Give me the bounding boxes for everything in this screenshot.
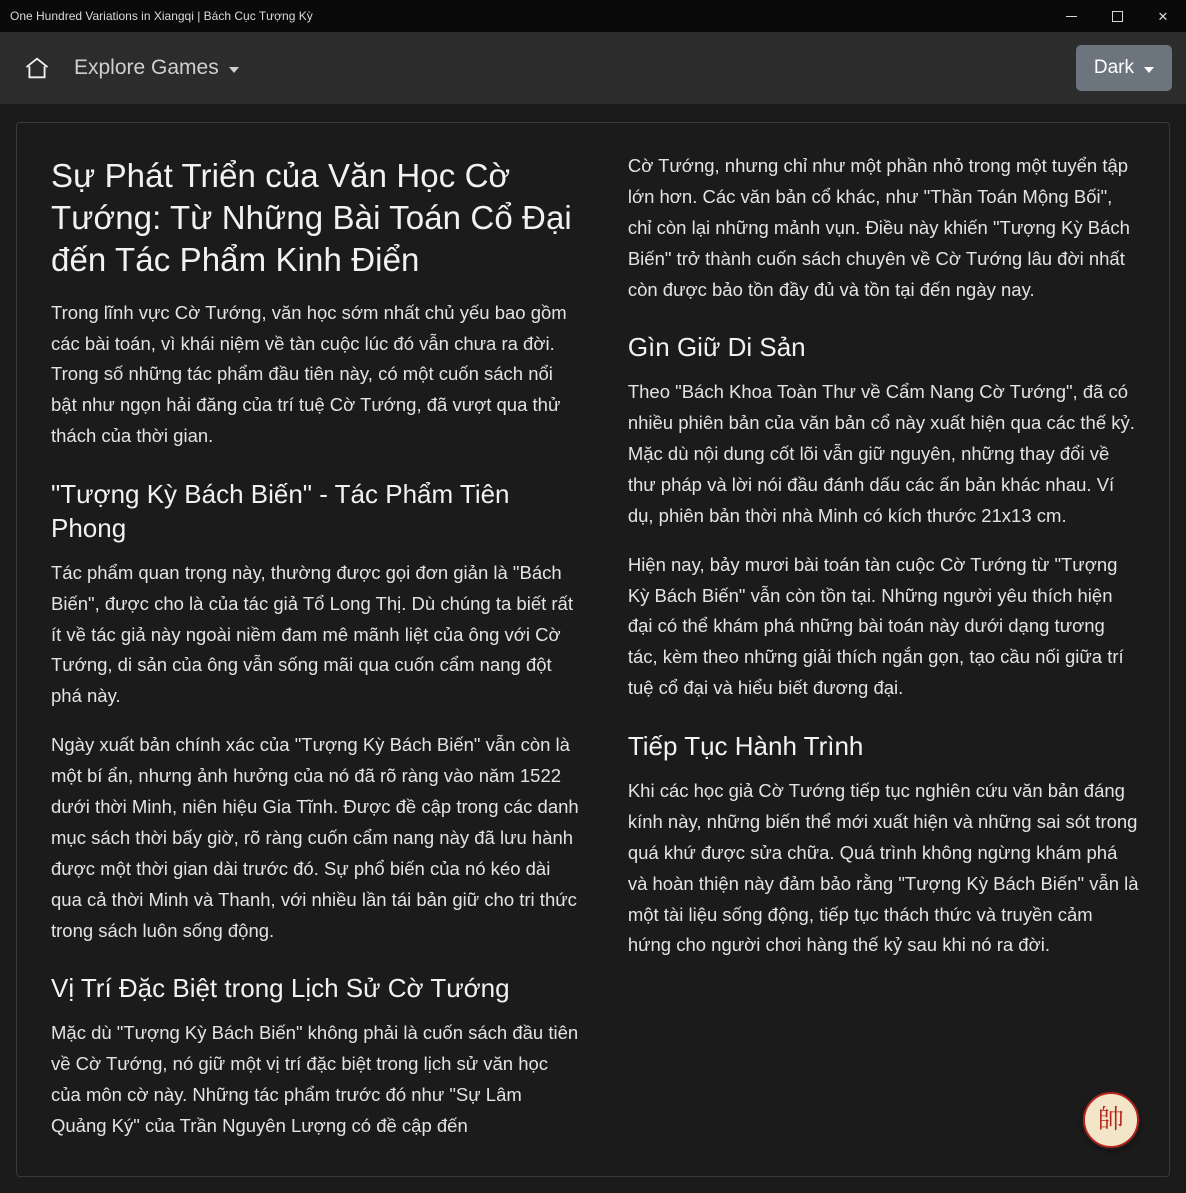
article-card (16, 122, 1170, 1177)
article-column-right (628, 145, 1139, 1176)
intro-paragraph: Trong lĩnh vực Cờ Tướng, văn học sớm nhất chủ yếu bao gồm các bài toán, vì khái niệm về tàn cuộc lúc đó vẫn chưa ra đời. Trong số những tác phẩm đầu tiên này, có một cuốn sách nổi bật như ngọn hải đăng của trí tuệ Cờ Tướng, đã vượt qua thử thách của thời gian. (51, 301, 567, 447)
continuation-paragraph: Cờ Tướng, nhưng chỉ như một phần nhỏ trong một tuyển tập lớn hơn. Các văn bản cổ khác, như "Thần Toán Mộng Bối", chỉ còn lại những mảnh vụn. Điều này khiến "Tượng Kỳ Bách Biến" trở thành cuốn sách chuyên về Cờ Tướng lâu đời nhất còn được bảo tồn đầy đủ và tồn tại đến ngày nay. (627, 155, 1130, 300)
section-paragraph: Tác phẩm quan trọng này, thường được gọi đơn giản là "Bách Biến", được cho là của tác giả Tổ Long Thị. Dù chúng ta biết rất ít về tác giả này ngoài niềm đam mê mãnh liệt của ông với Cờ Tướng, di sản của ông vẫn sống mãi qua cuốn cẩm nang đột phá này. (51, 561, 573, 707)
article-column-left (51, 145, 582, 1176)
close-icon: ✕ (1157, 8, 1169, 24)
explore-games-label: Explore Games (74, 56, 219, 79)
maximize-icon (1112, 11, 1123, 22)
explore-games-menu[interactable] (74, 56, 239, 80)
section-heading-pioneer: "Tượng Kỳ Bách Biến" - Tác Phẩm Tiên Phong (51, 479, 510, 543)
article-columns (17, 123, 1169, 1176)
minimize-icon (1066, 16, 1077, 17)
home-icon[interactable] (18, 49, 56, 87)
section-paragraph: Theo "Bách Khoa Toàn Thư về Cẩm Nang Cờ Tướng", đã có nhiều phiên bản của văn bản cổ này xuất hiện qua các thế kỷ. Mặc dù nội dung cốt lõi vẫn giữ nguyên, những thay đổi về thư pháp và lời nói đầu đánh dấu các ấn bản khác nhau. Ví dụ, phiên bản thời nhà Minh có kích thước 21x13 cm. (627, 381, 1135, 526)
xiangqi-general-piece-icon[interactable] (1083, 1092, 1139, 1148)
chevron-down-icon (229, 67, 239, 73)
chevron-down-icon (1144, 67, 1154, 73)
section-paragraph: Khi các học giả Cờ Tướng tiếp tục nghiên cứu văn bản đáng kính này, những biến thể mới xuất hiện và những sai sót trong quá khứ được sửa chữa. Quá trình không ngừng khám phá và hoàn thiện này đảm bảo rằng "Tượng Kỳ Bách Biến" vẫn là một tài liệu sống động, tiếp tục thách thức và truyền cảm hứng cho người chơi hàng thế kỷ sau khi nó ra đời. (627, 779, 1139, 956)
minimize-button[interactable] (1048, 0, 1094, 32)
close-button[interactable] (1140, 0, 1186, 32)
section-paragraph: Hiện nay, bảy mươi bài toán tàn cuộc Cờ Tướng từ "Tượng Kỳ Bách Biến" vẫn còn tồn tại. Những người yêu thích hiện đại có thể khám phá những bài toán này dưới dạng tương tác, kèm theo những giải thích ngắn gọn, tạo cầu nối giữa trí tuệ cổ đại và hiểu biết đương đại. (627, 553, 1124, 699)
window-title: One Hundred Variations in Xiangqi | Bách Cục Tượng Kỳ (10, 9, 313, 23)
maximize-button[interactable] (1094, 0, 1140, 32)
theme-selector-button[interactable] (1076, 45, 1172, 91)
title-bar (0, 0, 1186, 32)
navigation-bar (0, 32, 1186, 104)
window-controls (1048, 0, 1186, 32)
section-paragraph: Ngày xuất bản chính xác của "Tượng Kỳ Bách Biến" vẫn còn là một bí ẩn, nhưng ảnh hưởng của nó đã rõ ràng vào năm 1522 dưới thời Minh, niên hiệu Gia Tĩnh. Được đề cập trong các danh mục sách thời bấy giờ, rõ ràng cuốn cẩm nang này đã lưu hành được một thời gian dài trước đó. Sự phổ biến của nó kéo dài qua cả thời Minh và Thanh, với nhiều lần tái bản giữ cho tri thức trong sách luôn sống động. (51, 734, 579, 941)
theme-label: Dark (1093, 57, 1134, 78)
section-heading-journey: Tiếp Tục Hành Trình (627, 731, 864, 762)
section-heading-special-place: Vị Trí Đặc Biệt trong Lịch Sử Cờ Tướng (51, 973, 510, 1004)
badge-glyph: 帥 (1097, 1105, 1124, 1135)
page-title: Sự Phát Triển của Văn Học Cờ Tướng: Từ Những Bài Toán Cổ Đại đến Tác Phẩm Kinh Điển (51, 157, 572, 279)
section-heading-preservation: Gìn Giữ Di Sản (627, 332, 806, 363)
section-paragraph: Mặc dù "Tượng Kỳ Bách Biến" không phải là cuốn sách đầu tiên về Cờ Tướng, nó giữ một vị trí đặc biệt trong lịch sử văn học của môn cờ này. Những tác phẩm trước đó như "Sự Lâm Quảng Ký" của Trần Nguyên Lượng có đề cập đến (51, 1022, 579, 1136)
